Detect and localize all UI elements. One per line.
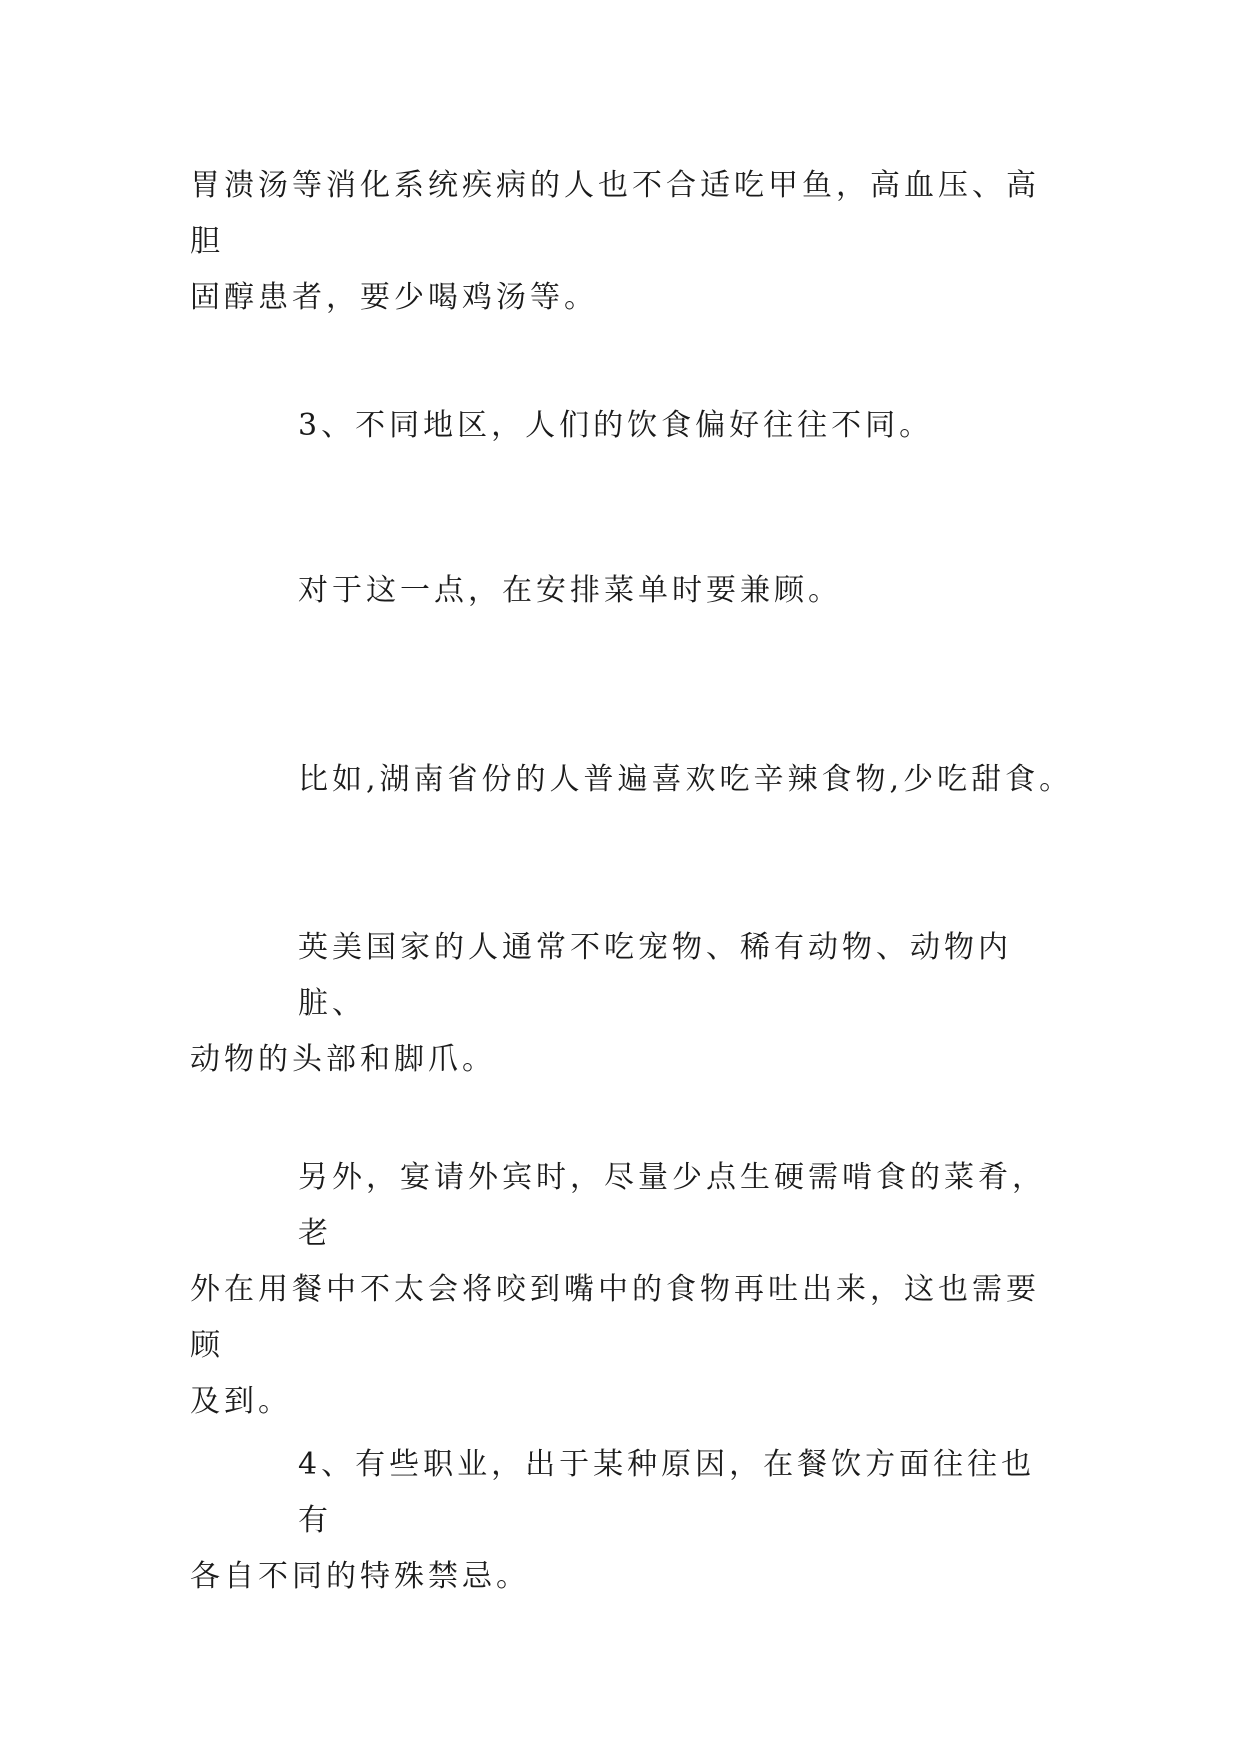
text-line: 3、不同地区，人们的饮食偏好往往不同。 xyxy=(298,408,934,443)
text-line: 英美国家的人通常不吃宠物、稀有动物、动物内脏、 xyxy=(298,930,1012,1021)
text-line: 各自不同的特殊禁忌。 xyxy=(190,1559,530,1594)
text-line: 及到。 xyxy=(190,1384,292,1419)
text-line: 固醇患者，要少喝鸡汤等。 xyxy=(190,280,598,315)
paragraph-dietary-restrictions-continued xyxy=(190,158,1055,326)
paragraph-regional-preferences xyxy=(190,398,1055,454)
text-line: 4、有些职业，出于某种原因，在餐饮方面往往也有 xyxy=(298,1447,1036,1538)
text-line: 胃溃汤等消化系统疾病的人也不合适吃甲鱼，高血压、高胆 xyxy=(190,168,1040,259)
paragraph-foreign-guests xyxy=(190,1150,1055,1430)
text-line: 对于这一点，在安排菜单时要兼顾。 xyxy=(298,573,842,608)
text-line: 另外，宴请外宾时，尽量少点生硬需啃食的菜肴，老 xyxy=(298,1160,1046,1251)
paragraph-western-customs xyxy=(190,920,1055,1088)
text-line: 动物的头部和脚爪。 xyxy=(190,1042,496,1077)
text-line: 外在用餐中不太会将咬到嘴中的食物再吐出来，这也需要顾 xyxy=(190,1272,1040,1363)
paragraph-hunan-example xyxy=(190,752,1074,808)
paragraph-occupational-taboos xyxy=(190,1437,1055,1605)
paragraph-menu-consideration xyxy=(190,563,1055,619)
text-line: 比如,湖南省份的人普遍喜欢吃辛辣食物,少吃甜食。 xyxy=(298,762,1074,797)
